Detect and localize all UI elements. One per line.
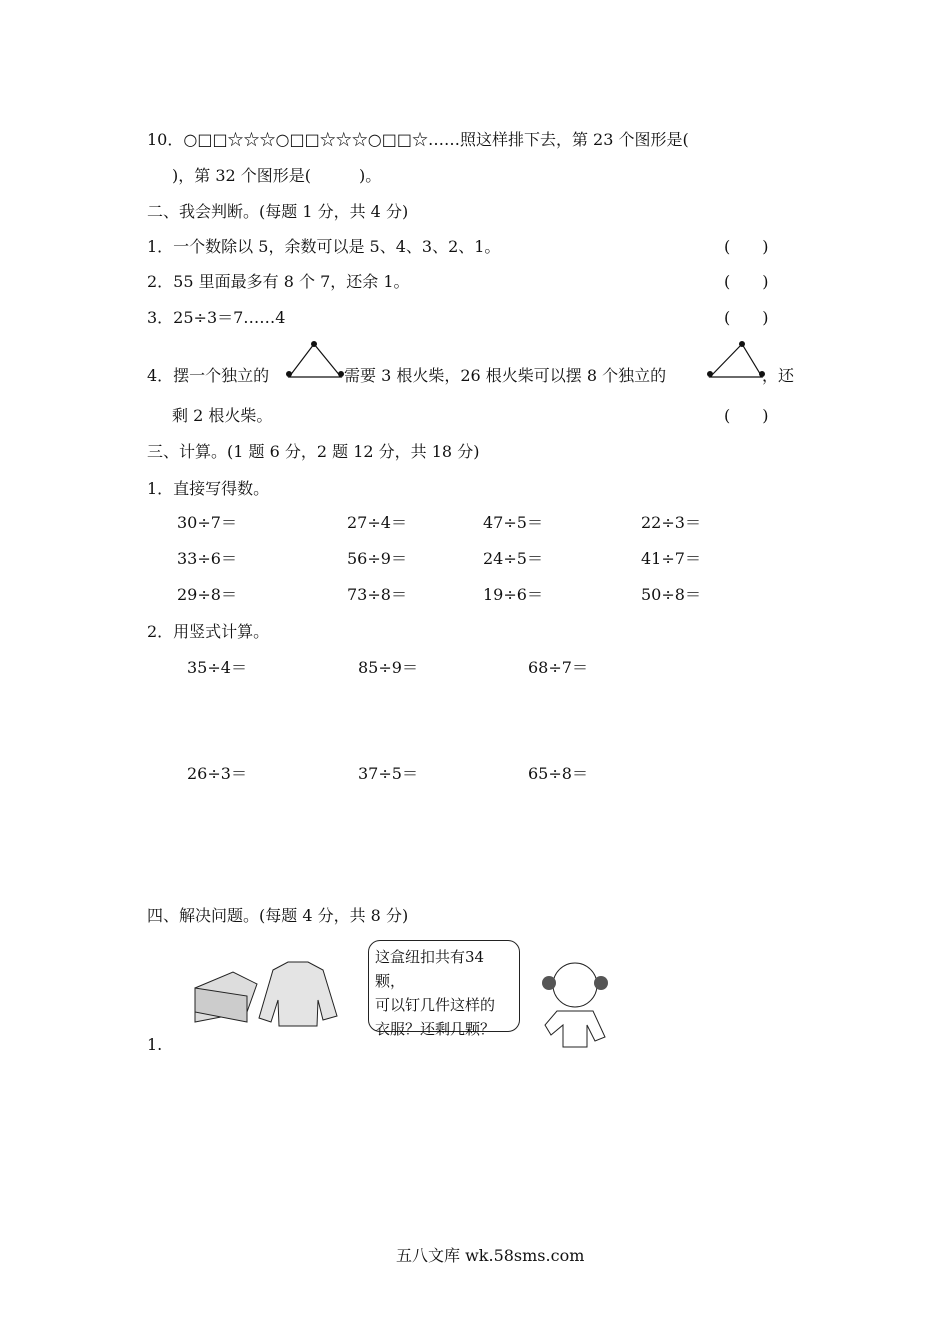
matchstick-triangle-icon — [284, 338, 346, 384]
judge-item-4c: ，还 — [762, 366, 795, 385]
answer-paren: ( ) — [724, 406, 769, 425]
matchstick-triangle-icon — [704, 338, 766, 384]
judge-item-1: 1．一个数除以 5，余数可以是 5、4、3、2、1。 — [147, 237, 501, 256]
problem: 33÷6＝ — [177, 549, 237, 568]
problem: 65÷8＝ — [528, 764, 588, 783]
section4-title: 四、解决问题。(每题 4 分，共 8 分) — [147, 906, 409, 925]
problem: 27÷4＝ — [347, 513, 407, 532]
problem: 37÷5＝ — [358, 764, 418, 783]
answer-paren: ( ) — [724, 308, 769, 327]
bubble-line: 可以钉几件这样的 — [375, 996, 496, 1014]
judge-item-2: 2．55 里面最多有 8 个 7，还余 1。 — [147, 272, 410, 291]
problem: 35÷4＝ — [187, 658, 247, 677]
bubble-line: 衣服？还剩几颗？ — [375, 1020, 496, 1038]
section3-title: 三、计算。(1 题 6 分，2 题 12 分，共 18 分) — [147, 442, 480, 461]
problem: 41÷7＝ — [641, 549, 701, 568]
judge-item-3: 3．25÷3＝7……4 — [147, 308, 286, 327]
speech-bubble — [368, 940, 520, 1038]
problem: 85÷9＝ — [358, 658, 418, 677]
girl-illustration — [535, 955, 620, 1050]
section2-title: 二、我会判断。(每题 1 分，共 4 分) — [147, 202, 409, 221]
footer-watermark: 五八文库 wk.58sms.com — [396, 1246, 585, 1265]
problem: 19÷6＝ — [483, 585, 543, 604]
problem: 24÷5＝ — [483, 549, 543, 568]
answer-paren: ( ) — [724, 237, 769, 256]
judge-item-4d: 剩 2 根火柴。 — [172, 406, 273, 425]
judge-item-4b: 需要 3 根火柴，26 根火柴可以摆 8 个独立的 — [344, 366, 667, 385]
problem: 22÷3＝ — [641, 513, 701, 532]
bubble-line: 这盒纽扣共有34颗， — [375, 948, 485, 990]
problem: 29÷8＝ — [177, 585, 237, 604]
problem: 68÷7＝ — [528, 658, 588, 677]
problem: 50÷8＝ — [641, 585, 701, 604]
problem: 30÷7＝ — [177, 513, 237, 532]
problem: 47÷5＝ — [483, 513, 543, 532]
problem: 56÷9＝ — [347, 549, 407, 568]
q10-line1: 10．○□□☆☆☆○□□☆☆☆○□□☆……照这样排下去，第 23 个图形是( — [147, 130, 689, 149]
problem: 26÷3＝ — [187, 764, 247, 783]
sub1-title: 1．直接写得数。 — [147, 479, 270, 498]
judge-item-4a: 4．摆一个独立的 — [147, 366, 270, 385]
problem: 73÷8＝ — [347, 585, 407, 604]
answer-paren: ( ) — [724, 272, 769, 291]
q10-line2: )，第 32 个图形是( )。 — [172, 166, 382, 185]
button-box-and-shirt-illustration — [193, 960, 343, 1030]
sub2-title: 2．用竖式计算。 — [147, 622, 270, 641]
problem-1-number: 1. — [147, 1035, 163, 1054]
